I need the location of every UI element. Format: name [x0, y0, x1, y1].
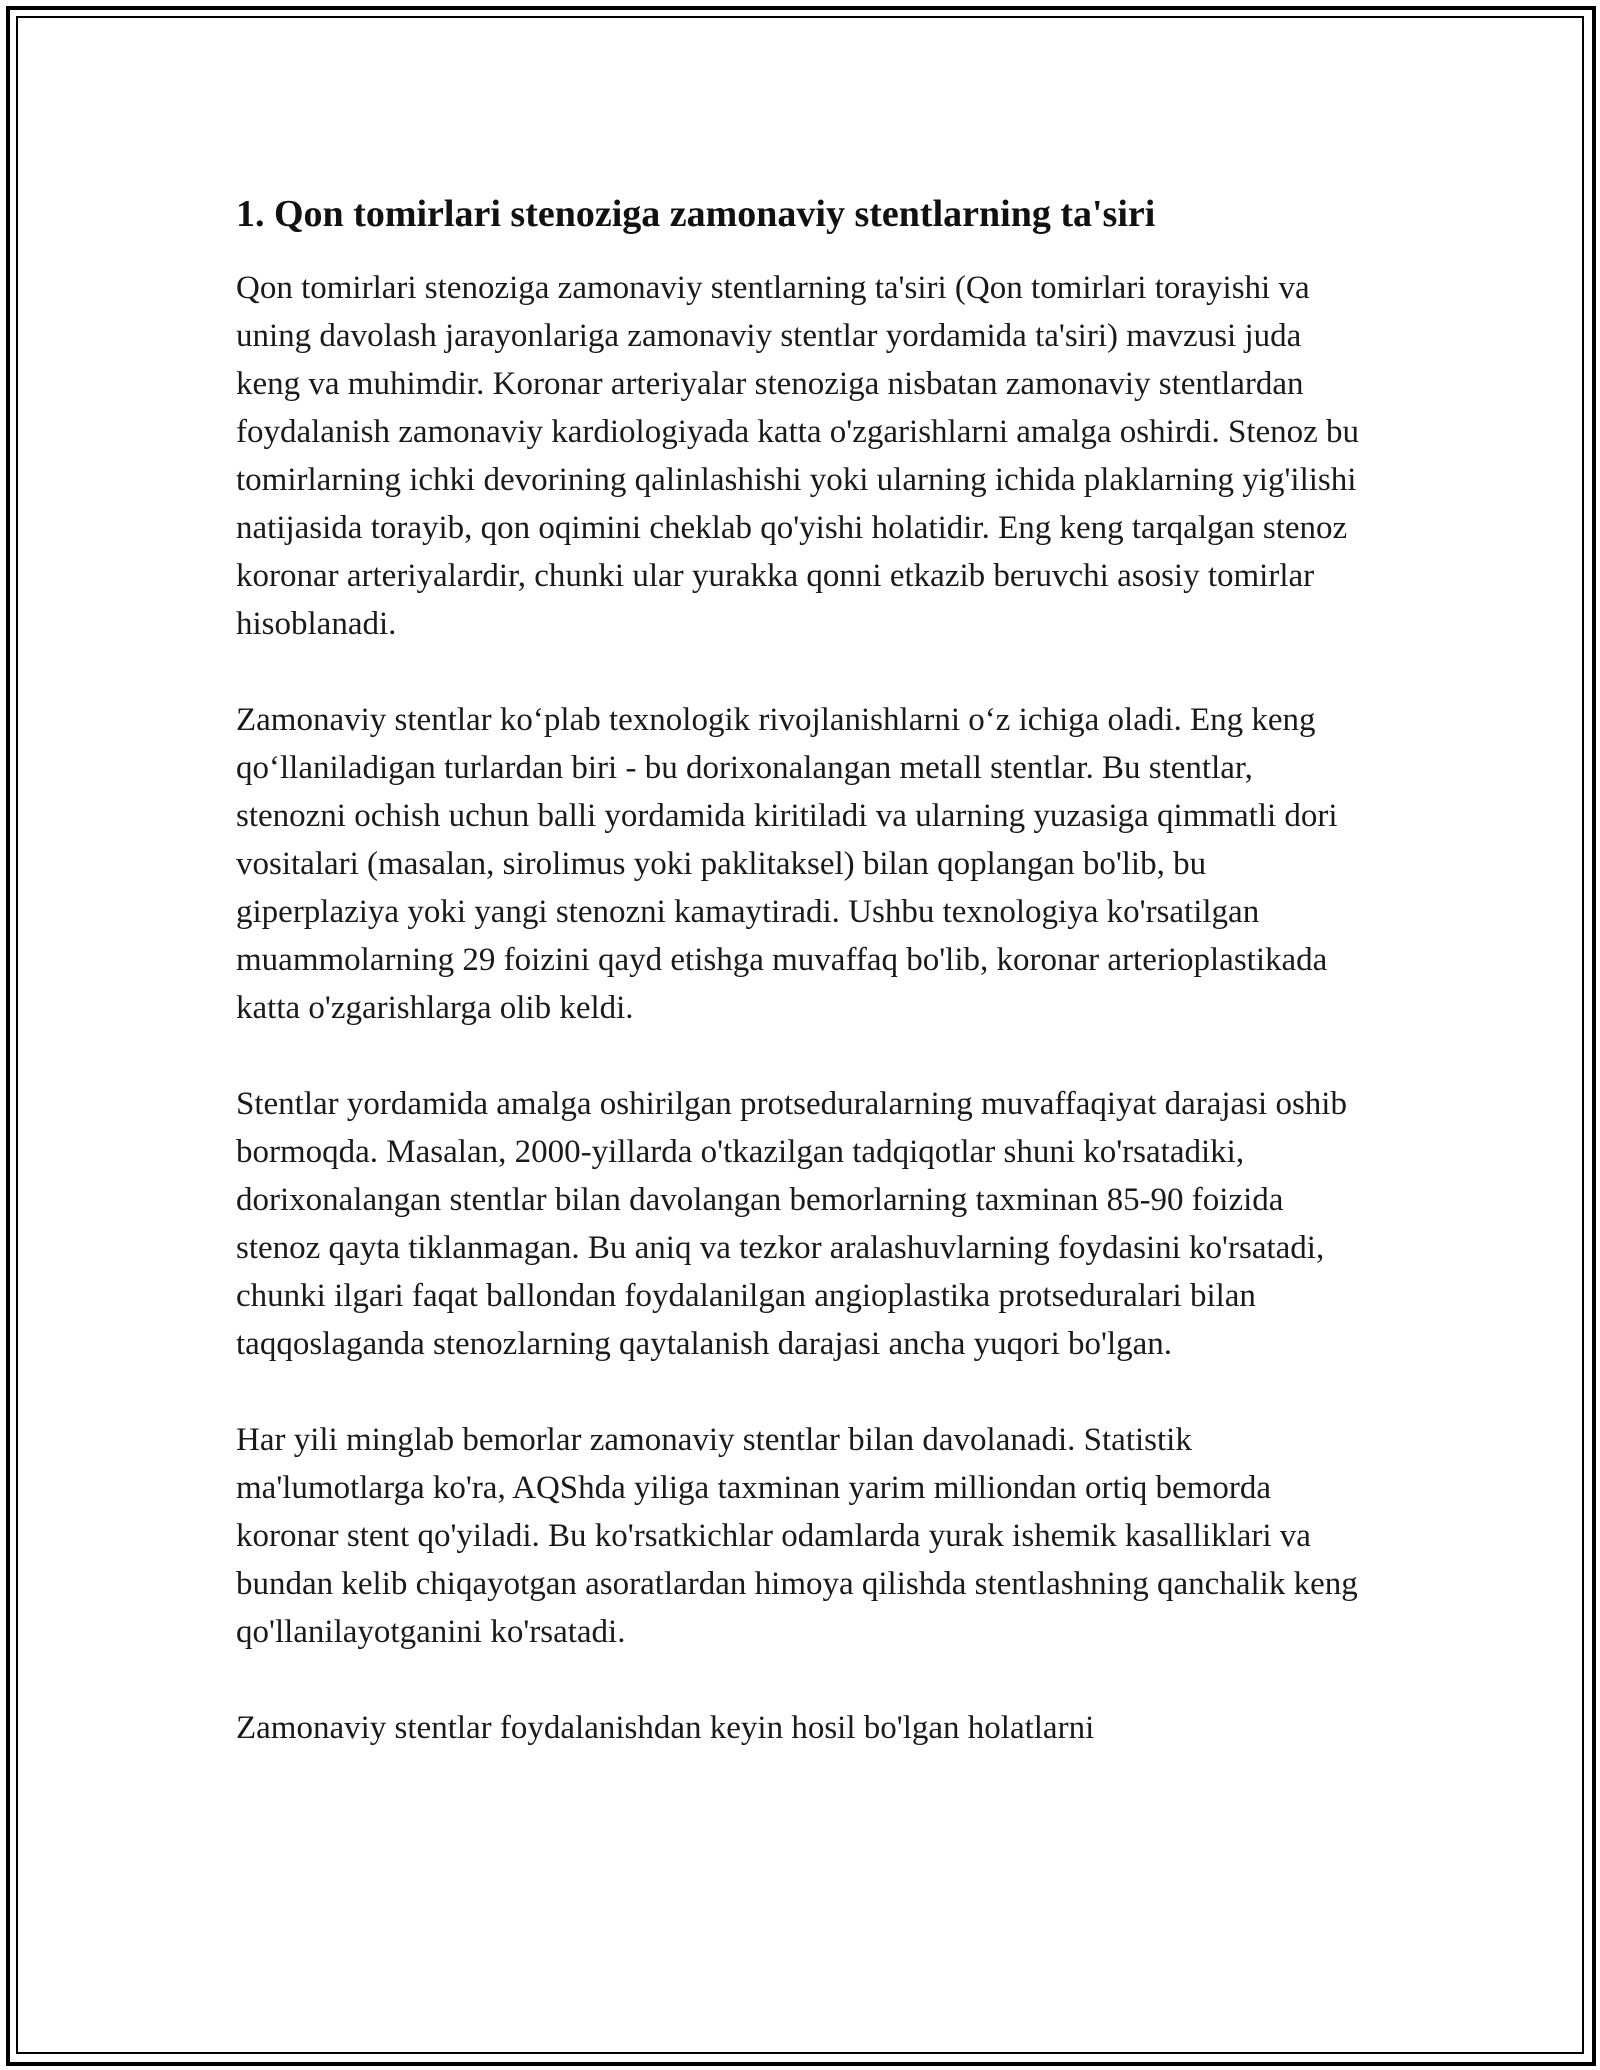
- document-body: [236, 186, 1366, 1800]
- paragraph-5: Zamonaviy stentlar foydalanishdan keyin hosil bo'lgan holatlarni: [236, 1710, 1095, 1746]
- paragraph-1: Qon tomirlari stenoziga zamonaviy stentlarning ta'siri (Qon tomirlari torayishi va uning davolash jarayonlariga zamonaviy stentlar yordamida ta'siri) mavzusi juda keng va muhimdir. Koronar arteriyalar stenoziga nisbatan zamonaviy stentlardan foydalanish zamonaviy kardiologiyada katta o'zgarishlarni amalga oshirdi. Stenoz bu tomirlarning ichki devorining qalinlashishi yoki ularning ichida plaklarning yig'ilishi natijasida torayib, qon oqimini cheklab qo'yishi holatidir. Eng keng tarqalgan stenoz koronar arteriyalardir, chunki ular yurakka qonni etkazib beruvchi asosiy tomirlar hisoblanadi.: [236, 270, 1360, 642]
- paragraph-2: Zamonaviy stentlar koʻplab texnologik rivojlanishlarni oʻz ichiga oladi. Eng keng qoʻllaniladigan turlardan biri - bu dorixonalangan metall stentlar. Bu stentlar, stenozni ochish uchun balli yordamida kiritiladi va ularning yuzasiga qimmatli dori vositalari (masalan, sirolimus yoki paklitaksel) bilan qoplangan bo'lib, bu giperplaziya yoki yangi stenozni kamaytiradi. Ushbu texnologiya ko'rsatilgan muammolarning 29 foizini qayd etishga muvaffaq bo'lib, koronar arterioplastikada katta o'zgarishlarga olib keldi.: [236, 702, 1338, 1026]
- paragraph-4: Har yili minglab bemorlar zamonaviy stentlar bilan davolanadi. Statistik ma'lumotlarga ko'ra, AQShda yiliga taxminan yarim milliondan ortiq bemorda koronar stent qo'yiladi. Bu ko'rsatkichlar odamlarda yurak ishemik kasalliklari va bundan kelib chiqayotgan asoratlardan himoya qilishda stentlashning qanchalik keng qo'llanilayotganini ko'rsatadi.: [236, 1422, 1358, 1650]
- section-heading: 1. Qon tomirlari stenoziga zamonaviy stentlarning ta'siri: [236, 193, 1156, 235]
- paragraph-3: Stentlar yordamida amalga oshirilgan protseduralarning muvaffaqiyat darajasi oshib bormoqda. Masalan, 2000-yillarda o'tkazilgan tadqiqotlar shuni ko'rsatadiki, dorixonalangan stentlar bilan davolangan bemorlarning taxminan 85-90 foizida stenoz qayta tiklanmagan. Bu aniq va tezkor aralashuvlarning foydasini ko'rsatadi, chunki ilgari faqat ballondan foydalanilgan angioplastika protseduralari bilan taqqoslaganda stenozlarning qaytalanish darajasi ancha yuqori bo'lgan.: [236, 1086, 1347, 1362]
